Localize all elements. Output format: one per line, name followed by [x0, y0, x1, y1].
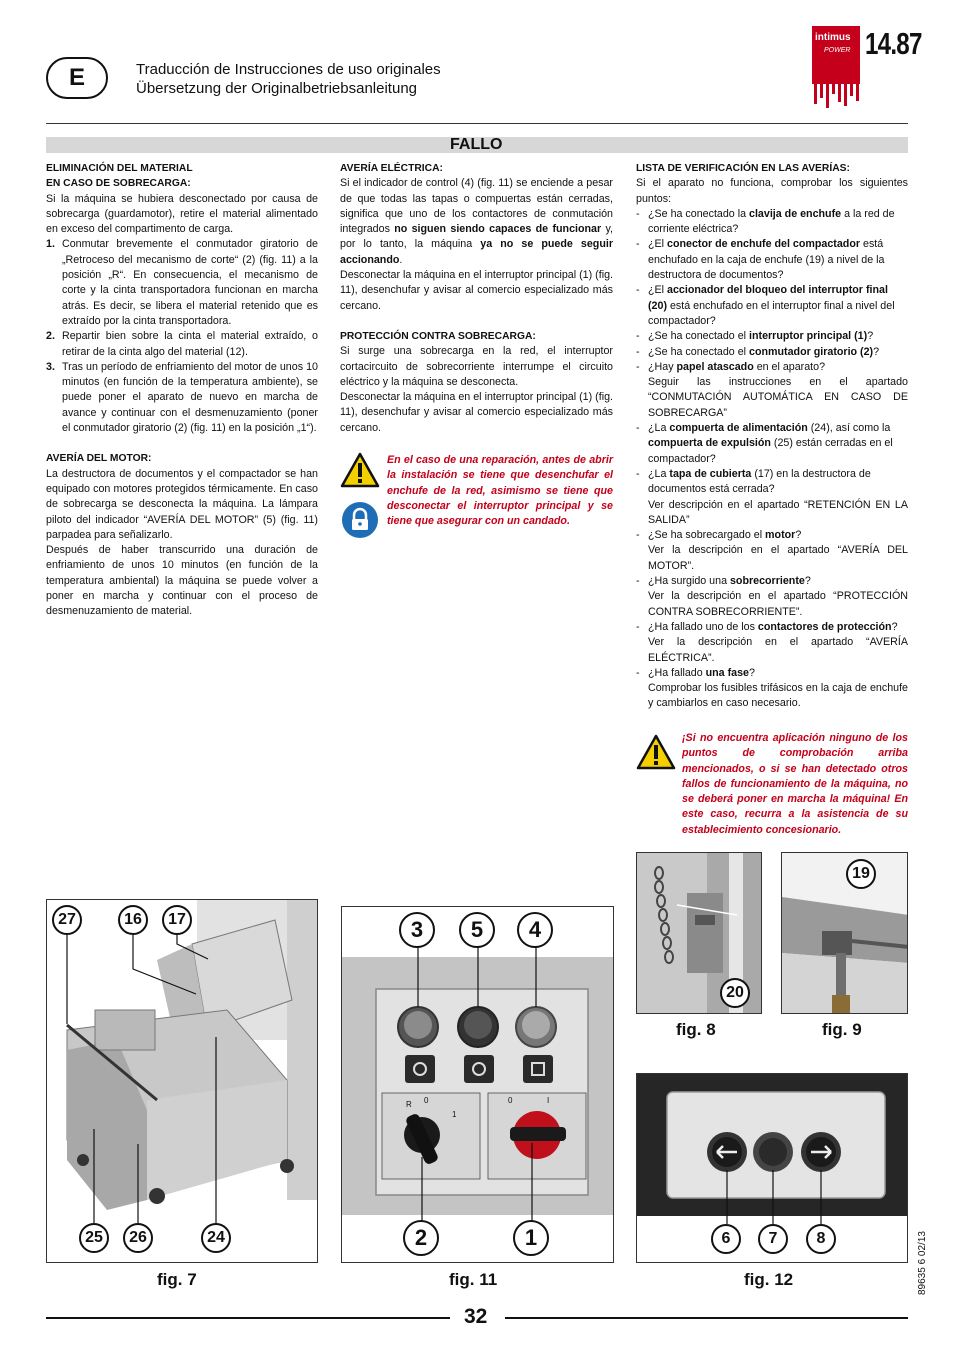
checklist-sub: Ver la descripción en el apartado “AVERÍA ELÉCTRICA”. [648, 636, 908, 664]
paragraph-motor: La destructora de documentos y el compactador se han equipado con motores protegidos térmicamente. En caso de sobrecarga se desconecta la máquina. La lámpara piloto del indicador “AVERÍA DEL MOTOR” (5) (fig. 11) parpadea para señalizarlo. [46, 467, 318, 541]
callout-6: 6 [711, 1224, 741, 1254]
figure-8-label: fig. 8 [676, 1020, 716, 1039]
language-badge [46, 57, 108, 99]
callout-27: 27 [52, 905, 82, 935]
step-number: 3. [46, 360, 55, 373]
warning-icon [636, 734, 676, 770]
heading-overload-a: ELIMINACIÓN DEL MATERIAL [46, 163, 193, 174]
section-title: FALLO [450, 136, 503, 153]
header-title-de: Übersetzung der Originalbetriebsanleitung [136, 80, 418, 97]
language-code: E [68, 64, 85, 91]
control-panel-illustration [342, 907, 614, 1263]
dial-right-I: I [547, 1096, 550, 1105]
callout-16: 16 [118, 905, 148, 935]
checklist-sub: Ver la descripción en el apartado “AVERÍA DEL MOTOR”. [648, 544, 908, 572]
figure-9-label: fig. 9 [822, 1020, 862, 1039]
header-title-es: Traducción de Instrucciones de uso originales [136, 61, 441, 78]
checklist-sub: Comprobar los fusibles trifásicos en la caja de enchufe y cambiarlos en caso necesario. [648, 682, 908, 710]
checklist-item: - ¿El conector de enchufe del compactador está enchufado en la caja de enchufe (19) a nivel de la destructora de documentos? [636, 238, 885, 282]
checklist-item: - ¿Ha fallado una fase? Comprobar los fusibles trifásicos en la caja de enchufe y cambiarlos en caso necesario. [636, 666, 908, 712]
footer-rule-left [46, 1317, 450, 1319]
step-item [46, 329, 318, 360]
logo-brand: intimus [815, 32, 851, 43]
heading-overcurrent: PROTECCIÓN CONTRA SOBRECARGA: [340, 330, 536, 342]
callout-2: 2 [403, 1220, 439, 1256]
intimus-logo [812, 26, 860, 110]
figure-7-label: fig. 7 [157, 1270, 197, 1289]
figure-11-photo [341, 906, 614, 1263]
model-number: 14.87 [865, 26, 922, 61]
checklist-sub: Ver la descripción en el apartado “PROTECCIÓN CONTRA SOBRECORRIENTE”. [648, 590, 908, 618]
paragraph-checklist-intro: Si el aparato no funciona, comprobar los siguientes puntos: [636, 177, 908, 205]
header-rule [46, 123, 908, 124]
step-text: Tras un período de enfriamiento del motor de unos 10 minutos (en función de la temperatura ambiente), se puede poner el aparato de nuevo en marcha de avance y continuar con el desmenuzamiento (poner el conmutador giratorio (2) (fig. 11) en la posición „1“). [62, 360, 318, 435]
paragraph-motor-restart: Después de haber transcurrido una duración de enfriamiento de unos 10 minutos (en función de la temperatura ambiental) la máquina se puede volver a poner en marcha y continuar con el proceso de desmenuzamiento de material. [46, 544, 318, 618]
checklist-item: - ¿Ha fallado uno de los contactores de protección? Ver la descripción en el apartado “AVERÍA ELÉCTRICA”. [636, 620, 908, 666]
checklist-sub: Seguir las instrucciones en el apartado “CONMUTACIÓN AUTOMÁTICA EN CASO DE SOBRECARGA” [648, 376, 908, 419]
step-text: Conmutar brevemente el conmutador giratorio de „Retroceso del mecanismo de corte“ (2) (fig. 11) a la posición „R“. En consecuencia, el mecanismo de corte y la cinta transportadora funcionan en marcha atrás. Es decir, se libera el material retenido que es extraído por la cinta transportadora. [62, 238, 318, 327]
callout-3: 3 [399, 912, 435, 948]
paragraph-overload: Si la máquina se hubiera desconectado por causa de sobrecarga (guardamotor), retire el material alimentado en exceso del compartimento de carga. [46, 192, 318, 236]
dial-left-0: 0 [424, 1096, 429, 1105]
checklist-item: - ¿Ha surgido una sobrecorriente? Ver la descripción en el apartado “PROTECCIÓN CONTRA SOBRECORRIENTE”. [636, 574, 908, 620]
heading-checklist: LISTA DE VERIFICACIÓN EN LAS AVERÍAS: [636, 163, 850, 174]
callout-26: 26 [123, 1223, 153, 1253]
heading-overload-b: EN CASO DE SOBRECARGA: [46, 178, 191, 190]
callout-17: 17 [162, 905, 192, 935]
fig7-leader-lines [46, 899, 318, 1263]
callout-25: 25 [79, 1223, 109, 1253]
steps-list [46, 237, 318, 436]
figure-11-label: fig. 11 [449, 1270, 498, 1289]
paragraph-overcurrent: Si surge una sobrecarga en la red, el interruptor cortacircuito de sobrecorriente interrumpe el circuito eléctrico y la máquina se desconecta. [340, 345, 613, 388]
indicator-lamps [398, 1007, 556, 1047]
callout-8: 8 [806, 1224, 836, 1254]
figure-9-photo [781, 852, 908, 1014]
checklist-item: - ¿Se ha conectado el conmutador giratorio (2)? [636, 345, 880, 358]
socket-illustration [782, 853, 908, 1014]
checklist-item: - ¿El accionador del bloqueo del interruptor final (20) está enchufado en el interruptor final a nivel del compactador? [636, 284, 895, 327]
header-titles [136, 60, 441, 98]
step-number: 1. [46, 238, 55, 251]
callout-20: 20 [720, 978, 750, 1008]
footer-rule-right [505, 1317, 908, 1319]
logo-sub: POWER [824, 47, 851, 54]
warning-checklist-text: ¡Si no encuentra aplicación ninguno de los puntos de comprobación arriba mencionados, o si se han detectado otros fallos de funcionamiento de la máquina, no se deberá poner en marcha la máquina! En este caso, recurra a la asistencia de su establecimiento concesionario. [682, 732, 908, 836]
callout-19: 19 [846, 859, 876, 889]
callout-4: 4 [517, 912, 553, 948]
checklist-item: - ¿La tapa de cubierta (17) en la destructora de documentos está cerrada? Ver descripción en el apartado “RETENCIÓN EN LA SALIDA” [636, 467, 908, 528]
dial-left-R: R [406, 1100, 412, 1109]
warning-icon [340, 452, 380, 488]
callout-24: 24 [201, 1223, 231, 1253]
step-item [46, 360, 318, 436]
checklist-item: - ¿Se ha conectado el interruptor principal (1)? [636, 330, 874, 343]
callout-1: 1 [513, 1220, 549, 1256]
checklist [636, 207, 908, 712]
step-number: 2. [46, 330, 55, 343]
checklist-item: - ¿Hay papel atascado en el aparato? Seguir las instrucciones en el apartado “CONMUTACIÓN AUTOMÁTICA EN CASO DE SOBRECARGA” [636, 360, 908, 421]
checklist-item: - ¿Se ha conectado la clavija de enchufe a la red de corriente eléctrica? [636, 207, 895, 236]
page-number: 32 [464, 1305, 488, 1328]
step-text: Repartir bien sobre la cinta el material extraído, o retirar de la cinta algo del material (12). [62, 330, 318, 358]
heading-electrical: AVERÍA ELÉCTRICA: [340, 163, 443, 174]
column-2 [340, 161, 613, 436]
document-reference: 89635 6 02/13 [917, 1231, 928, 1295]
warning-repair-text: En el caso de una reparación, antes de abrir la instalación se tiene que desenchufar el enchufe de la red, asimismo se tiene que desconectar el interruptor principal y se tiene que asegurar con un candado. [387, 454, 613, 528]
checklist-sub: Ver descripción en el apartado “RETENCIÓN EN LA SALIDA” [648, 498, 908, 526]
step-item [46, 237, 318, 329]
paragraph-electrical: Si el indicador de control (4) (fig. 11) se enciende a pesar de que todas las tapas o compuertas están cerradas, significa que uno de los contactores de conmutación integrados no siguen siendo capaces de funcionar y, por lo tanto, la máquina ya no se puede seguir accionando. [340, 177, 613, 266]
checklist-item: - ¿Se ha sobrecargado el motor? Ver la descripción en el apartado “AVERÍA DEL MOTOR”. [636, 528, 908, 574]
column-1 [46, 161, 318, 620]
padlock-icon [342, 502, 378, 538]
paragraph-disconnect-2: Desconectar la máquina en el interruptor principal (1) (fig. 11), desenchufar y avisar al comercio especializado más cercano. [340, 391, 613, 434]
paragraph-disconnect: Desconectar la máquina en el interruptor principal (1) (fig. 11), desenchufar y avisar al comercio especializado más cercano. [340, 269, 613, 312]
dial-right-0: 0 [508, 1096, 513, 1105]
heading-motor: AVERÍA DEL MOTOR: [46, 453, 152, 465]
callout-5: 5 [459, 912, 495, 948]
column-3 [636, 161, 908, 712]
callout-7: 7 [758, 1224, 788, 1254]
dial-left-1: 1 [452, 1110, 457, 1119]
figure-12-label: fig. 12 [744, 1270, 794, 1289]
checklist-item: - ¿La compuerta de alimentación (24), así como la compuerta de expulsión (25) están cerradas en el compactador? [636, 422, 893, 465]
